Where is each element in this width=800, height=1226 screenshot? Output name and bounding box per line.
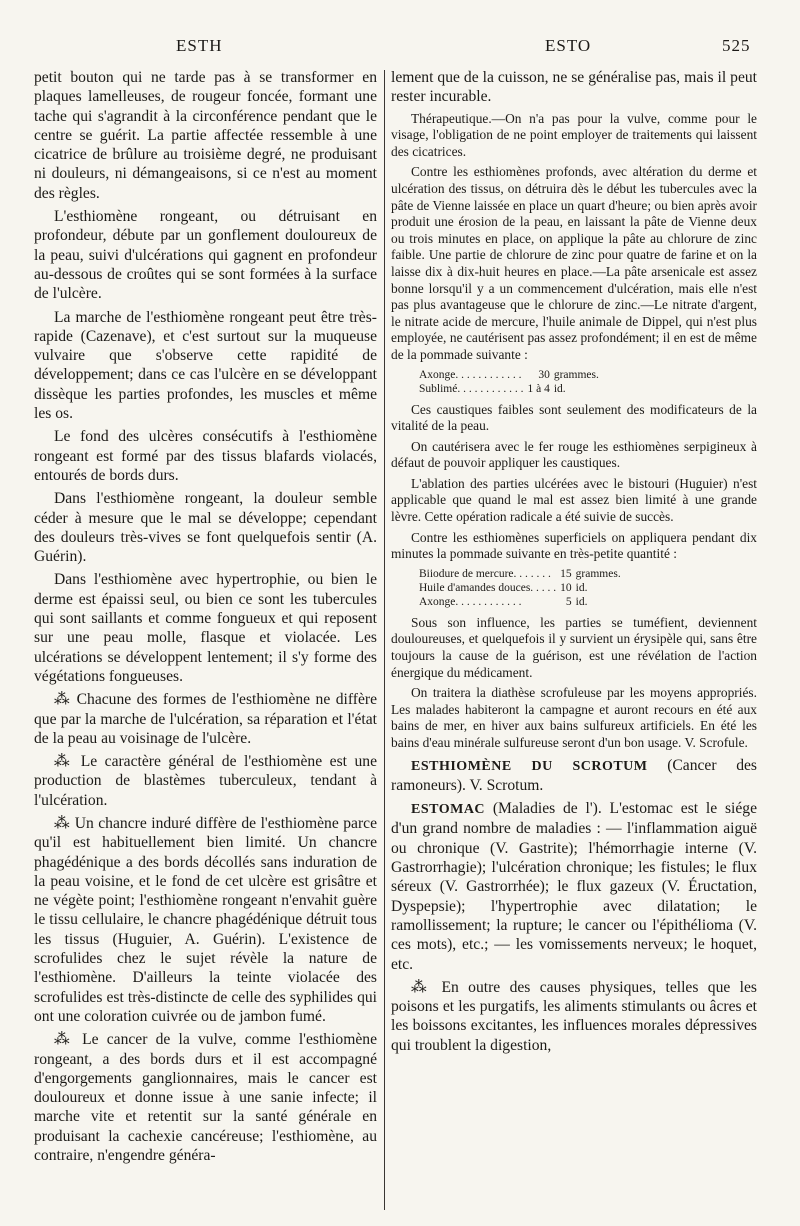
paragraph: On cautérisera avec le fer rouge les esthiomènes serpigineux à défaut de pouvoir appliquer les caustiques. [391,438,757,471]
column-divider [384,70,385,1210]
ingredient-unit: id. [553,382,566,395]
ingredient-amount: 10 [560,581,572,594]
running-header [0,36,800,62]
paragraph: Dans l'esthiomène avec hypertrophie, ou bien le derme est épaissi seul, ou bien ce sont les tubercules qui sont saillants et comme fongueux et qui reposent sur une peau molle, flasque et violacée. Les ulcérations se développent lentement; il s'y forme des végétations fongueuses. [34,571,377,685]
prescription-table [419,368,603,396]
ingredient-unit: id. [575,595,588,608]
paragraph: Le fond des ulcères consécutifs à l'esthiomène rongeant est formé par des tissus blafards violacés, entourés de bords durs. [34,428,377,484]
paragraph: Thérapeutique.—On n'a pas pour la vulve, comme pour le visage, l'obligation de ne point employer de traitements qui laissent des cicatrices. [391,110,757,159]
header-right-word: ESTO [545,36,592,55]
ingredient-unit: grammes. [553,368,599,381]
paragraph: L'esthiomène rongeant, ou détruisant en profondeur, débute par un gonflement douloureux de la peau, suivi d'ulcérations qui gagnent en profondeur au-dessous de croûtes qui se sont formées à la surface de l'ulcère. [34,208,377,303]
paragraph: Sous son influence, les parties se tuméfient, deviennent douloureuses, et quelquefois il y survient un érysipèle qui, sans être toujours la cause de la guérison, est une révélation de l'action énergique du médicament. [391,614,757,680]
dictionary-entry [391,799,757,974]
ingredient-name: Sublimé. . . . . . . . . . . . [419,382,524,395]
ingredient-unit: grammes. [575,567,621,580]
ingredient-name: Axonge. . . . . . . . . . . . [419,595,522,608]
paragraph: petit bouton qui ne tarde pas à se transformer en plaques lamelleuses, de rougeur foncée, formant une tache qui s'agrandit à la circonférence pendant que le centre se guérit. La partie affectée ressemble à une cicatrice de brûlure au troisième degré, ne produisant ni douleurs, ni démangeaisons, si ce n'est au moment des règles. [34,69,377,202]
paragraph: Ces caustiques faibles sont seulement des modificateurs de la vitalité de la peau. [391,401,757,434]
paragraph: Contre les esthiomènes superficiels on appliquera pendant dix minutes la pommade suivante en très-petite quantité : [391,529,757,562]
right-column [391,68,757,1059]
prescription-table [419,567,625,609]
paragraph: ⁂ Chacune des formes de l'esthiomène ne diffère que par la marche de l'ulcération, sa réparation et l'état de la peau au voisinage de l'ulcère. [34,691,377,747]
paragraph: lement que de la cuisson, ne se généralise pas, mais il peut rester incurable. [391,69,757,106]
paragraph: ⁂ Le caractère général de l'esthiomène est une production de blastèmes tuberculeux, tendant à l'ulcération. [34,753,377,809]
paragraph: ⁂ Un chancre induré diffère de l'esthiomène parce qu'il est habituellement bien limité. Un chancre phagédénique a des bords décollés sans induration de la peau voisine, et le fond de cet ulcère est grisâtre et ne végète point; l'esthiomène rongeant n'envahit guère le tissu cellulaire, le chancre phagédénique détruit tous les tissus (Huguier, A. Guérin). L'existence de scrofulides chez le sujet révèle la nature de l'esthiomène. D'ailleurs la teinte violacée des scrofulides est très-distincte de celle des syphilides qui ont une coloration cuivrée ou de jambon fumé. [34,814,377,1025]
ingredient-amount: 5 [565,595,572,608]
ingredient-name: Axonge. . . . . . . . . . . . [419,368,522,381]
ingredient-amount: 1 à 4 [527,382,550,395]
entry-text: (Maladies de l'). L'estomac est le siége d'un grand nombre de maladies : — l'inflammation aiguë ou chronique (V. Gastrite); l'hémorrhagie interne (V. Gastrorrhagie); l'ulcération chronique; les fistules; le flux séreux (V. Gastrorrhée); le flux gazeux (V. Éructation, Dyspepsie); l'hypertrophie avec dilatation; le ramollissement; la rupture; le cancer ou l'épithélioma (V. ces mots), etc.; — les vomissements nerveux; le hoquet, etc. [391,800,757,973]
ingredient-name: Huile d'amandes douces. . . . . [419,581,557,594]
prescription-row [419,382,603,396]
ingredient-name: Biiodure de mercure. . . . . . . [419,567,551,580]
paragraph: ⁂ Le cancer de la vulve, comme l'esthiomène rongeant, a des bords durs et il est accompagné d'engorgements ganglionnaires, mais le cancer est douloureux et donne issue à une sanie infecte; il marche vite et retentit sur la santé générale en produisant la cachexie cancéreuse; l'esthiomène, au contraire, n'engendre généra- [34,1031,377,1165]
entry-text: (Cancer des ramoneurs). V. Scrotum. [391,756,757,794]
prescription-row [419,368,603,382]
ingredient-amount: 30 [538,368,550,381]
dictionary-entry [391,756,757,796]
paragraph: Dans l'esthiomène rongeant, la douleur semble céder à mesure que le mal se développe; cependant des douleurs très-vives se font quelquefois sentir (A. Guérin). [34,490,377,566]
ingredient-unit: id. [575,581,588,594]
entry-headword: ESTHIOMÈNE DU SCROTUM [411,758,648,774]
entry-headword: ESTOMAC [411,802,486,818]
paragraph: La marche de l'esthiomène rongeant peut être très-rapide (Cazenave), et c'est surtout sur la muqueuse vulvaire que s'observe cette rapidité de développement; dans ce cas l'ulcère en se développant dissèque les parties profondes, les muscles et même les os. [34,308,377,423]
left-column [34,68,377,1169]
paragraph: On traitera la diathèse scrofuleuse par les moyens appropriés. Les malades habiteront la campagne et auront recours en été aux bains de mer, en hiver aux bains sulfureux artificiels. En été les bains d'eau minérale sulfureuse seront d'un bon usage. V. Scrofule. [391,685,757,750]
prescription-row [419,595,625,609]
paragraph: ⁂ En outre des causes physiques, telles que les poisons et les purgatifs, les aliments stimulants ou âcres et les boissons excitantes, les influences morales dépressives qui troublent la digestion, [391,978,757,1054]
paragraph: L'ablation des parties ulcérées avec le bistouri (Huguier) n'est applicable que quand le mal est assez bien limité à une grande lèvre. Cette opération radicale a été suivie de succès. [391,475,757,525]
prescription-row [419,581,625,595]
prescription-row [419,567,625,581]
ingredient-amount: 15 [560,567,572,580]
paragraph: Contre les esthiomènes profonds, avec altération du derme et ulcération des tissus, on détruira dès le début les tubercules avec la pâte de Vienne laissée en place un quart d'heure; ou bien après avoir produit une érosion de la peau, en laissant la pâte de Vienne deux ou trois minutes en place, on applique la pâte au chlorure de zinc faible. Une partie de chlorure de zinc pour quatre de farine et on la laisse dix à dix-huit heures en place.—La pâte arsenicale est assez bonne lorsqu'il y a un commencement d'ulcération, mais elle n'est pas plus avantageuse que le chlorure de zinc.—Le nitrate d'argent, le nitrate acide de mercure, l'huile animale de Dippel, qui n'est plus employée, ne cautérisent pas assez profondément; il en est de même de la pommade suivante : [391,164,757,362]
page-number: 525 [722,36,751,55]
header-left-word: ESTH [176,36,223,55]
